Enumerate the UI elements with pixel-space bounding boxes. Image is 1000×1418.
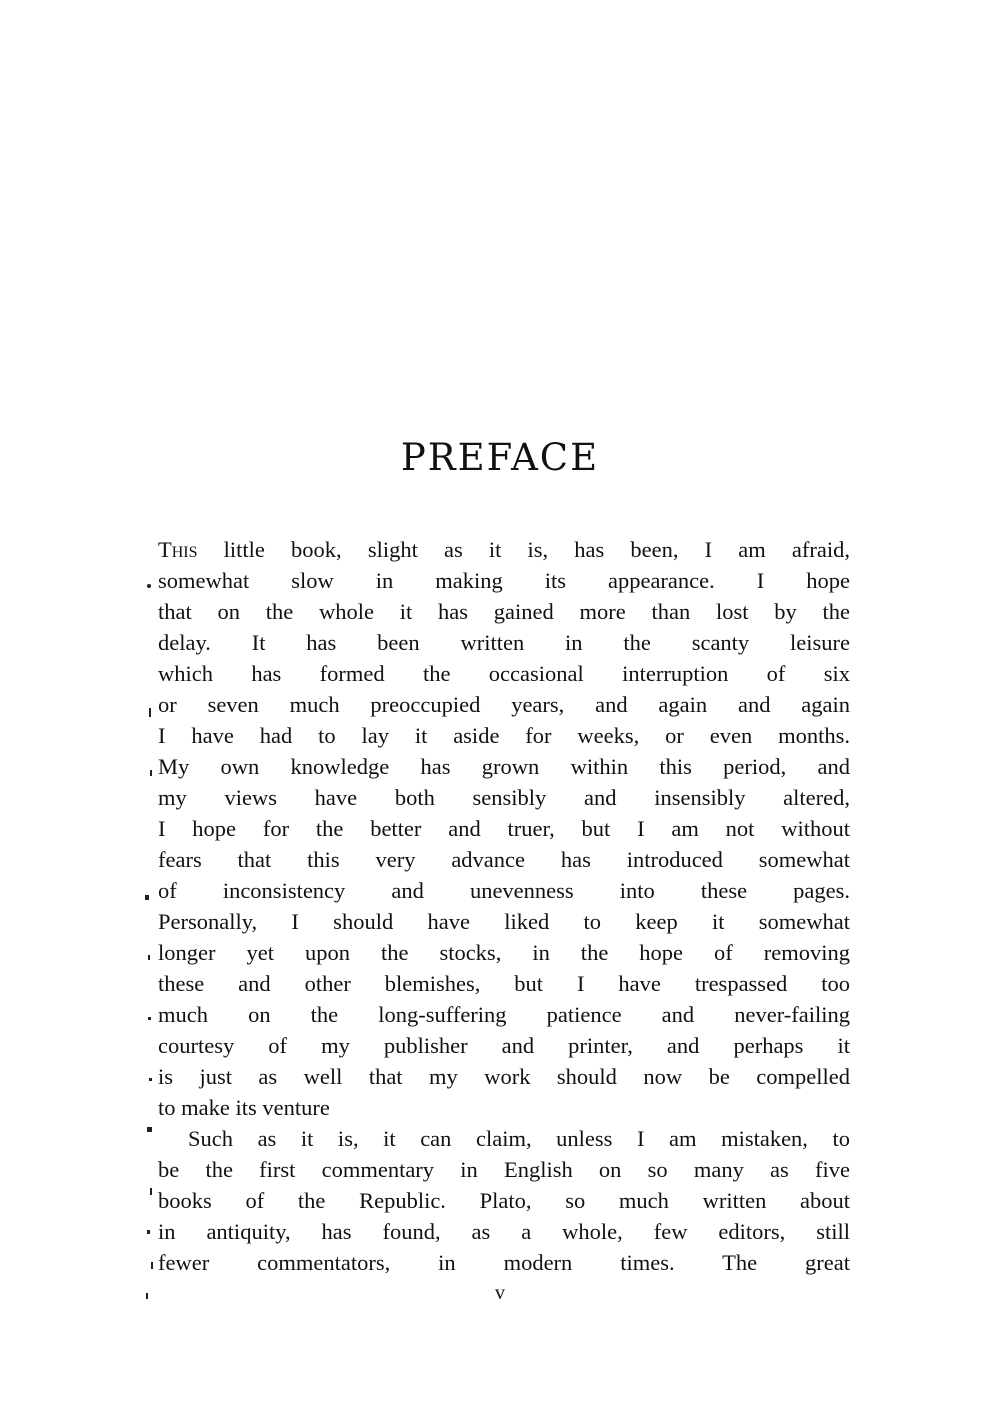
margin-mark xyxy=(148,955,150,960)
text-line: of inconsistency and unevenness into these pages. xyxy=(158,878,850,903)
text-line: fewer commentators, in modern times. The great xyxy=(158,1250,850,1275)
text-line: is just as well that my work should now be compelled xyxy=(158,1064,850,1089)
text-line: My own knowledge has grown within this period, and xyxy=(158,754,850,779)
text-line: somewhat slow in making its appearance. I hope xyxy=(158,568,850,593)
margin-mark xyxy=(145,895,149,900)
text-line: fears that this very advance has introduced somewhat xyxy=(158,847,850,872)
text-line: in antiquity, has found, as a whole, few editors, still xyxy=(158,1219,850,1244)
text-line: delay. It has been written in the scanty leisure xyxy=(158,630,850,655)
page-number: v xyxy=(495,1282,505,1304)
text-line: much on the long-suffering patience and never-failing xyxy=(158,1002,850,1027)
text-line: Personally, I should have liked to keep it somewhat xyxy=(158,909,850,934)
text-line: which has formed the occasional interruption of six xyxy=(158,661,850,686)
margin-mark xyxy=(150,1188,152,1195)
text-line: my views have both sensibly and insensibly altered, xyxy=(158,785,850,810)
text-line: be the first commentary in English on so many as five xyxy=(158,1157,850,1182)
text-line: books of the Republic. Plato, so much written about xyxy=(158,1188,850,1213)
text-line: courtesy of my publisher and printer, and perhaps it xyxy=(158,1033,850,1058)
text-line: I hope for the better and truer, but I am not without xyxy=(158,816,850,841)
text-line: or seven much preoccupied years, and again and again xyxy=(158,692,850,717)
text-line xyxy=(158,534,850,565)
text-line: Such as it is, it can claim, unless I am mistaken, to xyxy=(188,1126,850,1151)
margin-mark xyxy=(148,1017,151,1020)
text-line: to make its venture xyxy=(158,1095,330,1120)
margin-mark xyxy=(149,708,151,717)
preface-body xyxy=(158,534,850,1278)
margin-mark xyxy=(147,1230,150,1234)
text-line: these and other blemishes, but I have trespassed too xyxy=(158,971,850,996)
first-word: This xyxy=(158,537,198,562)
margin-mark xyxy=(150,770,152,776)
margin-mark xyxy=(151,1262,153,1269)
text-line: that on the whole it has gained more than lost by the xyxy=(158,599,850,624)
line-text: little book, slight as it is, has been, I am afraid, xyxy=(197,537,850,562)
margin-mark xyxy=(147,1127,152,1132)
text-line: I have had to lay it aside for weeks, or even months. xyxy=(158,723,850,748)
page-title: PREFACE xyxy=(400,436,600,479)
text-line: longer yet upon the stocks, in the hope of removing xyxy=(158,940,850,965)
margin-mark xyxy=(149,1078,152,1081)
margin-mark xyxy=(147,584,151,588)
